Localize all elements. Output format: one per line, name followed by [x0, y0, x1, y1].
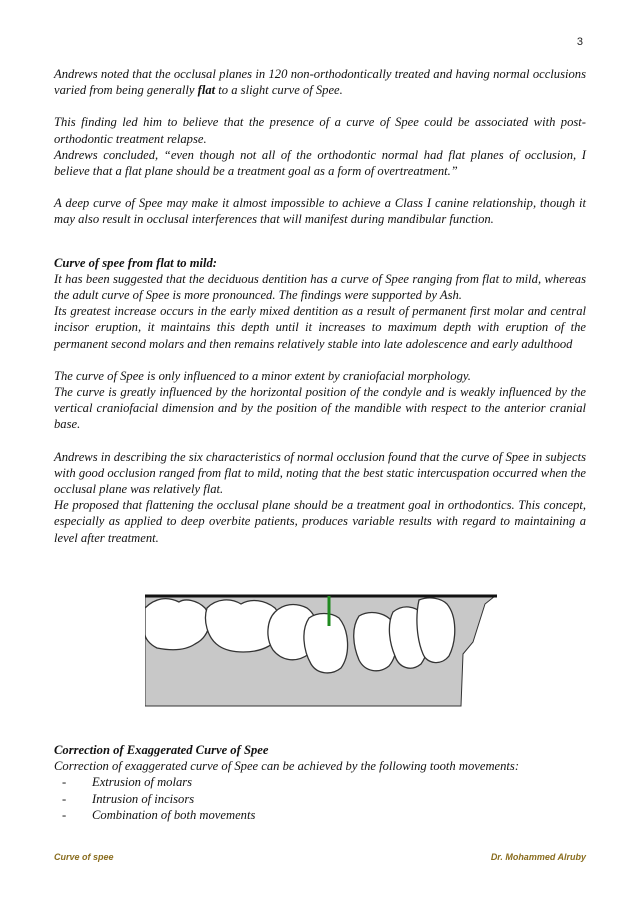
paragraph-correction-intro: Correction of exaggerated curve of Spee can be achieved by the following tooth movements: [54, 759, 520, 774]
list-dash: - [62, 775, 67, 790]
list-item [62, 774, 586, 790]
section-heading-correction: Correction of Exaggerated Curve of Spee [54, 743, 269, 757]
list-item-text: Combination of both movements [92, 807, 256, 822]
footer-title: Curve of spee [54, 852, 114, 862]
paragraph-six-characteristics: Andrews in describing the six characteristics of normal occlusion found that the curve of Spee in subjects with good occlusion ranged from flat to mild, noting that the best static intercuspation occurred when the occlusal plane was relatively flat. [54, 449, 586, 497]
paragraph-flattening-goal: He proposed that flattening the occlusal plane should be a treatment goal in orthodontics. This concept, especially as applied to deep overbite patients, produces variable results with regard to maintaining a level after treatment. [54, 498, 586, 545]
list-item [62, 807, 586, 823]
section-heading-flat-to-mild: Curve of spee from flat to mild: [54, 255, 217, 270]
paragraph-text: to a slight curve of Spee. [215, 83, 343, 98]
list-item-text: Intrusion of incisors [92, 791, 195, 806]
paragraph-text: Andrews noted that the occlusal planes in 120 non-orthodontically treated and having normal occlusions varied from being generally [54, 67, 586, 98]
page-number: 3 [576, 36, 583, 48]
list-dash: - [62, 807, 67, 822]
emphasis-flat: flat [197, 83, 216, 98]
paragraph-condyle: The curve is greatly influenced by the horizontal position of the condyle and is weakly influenced by the vertical craniofacial dimension and by the position of the mandible with respect to the anterior cranial base. [54, 385, 586, 432]
paragraph-craniofacial: The curve of Spee is only influenced to a minor extent by craniofacial morphology. [54, 368, 471, 383]
paragraph-relapse: This finding led him to believe that the presence of a curve of Spee could be associated with post-orthodontic treatment relapse. [54, 115, 586, 146]
curve-of-spee-svg [145, 594, 497, 708]
central-incisor [417, 598, 455, 663]
paragraph-deciduous: It has been suggested that the deciduous dentition has a curve of Spee ranging from flat to mild, whereas the adult curve of Spee is more pronounced. The findings were supported by Ash. [54, 271, 586, 303]
tooth-movement-list [54, 774, 586, 823]
footer-author: Dr. Mohammed Alruby [490, 852, 586, 862]
list-item-text: Extrusion of molars [92, 775, 193, 790]
paragraph-andrews-conclusion: Andrews concluded, “even though not all of the orthodontic normal had flat planes of occlusion, I believe that a flat plane should be a treatment goal as a form of overtreatment.” [54, 147, 586, 179]
curve-of-spee-diagram [145, 594, 497, 708]
paragraph-greatest-increase: Its greatest increase occurs in the early mixed dentition as a result of permanent first molar and central incisor eruption, it maintains this depth until it increases to maximum depth with eruption of the permanent second molars and then remains relatively stable into late adolescence and early adulthood [54, 304, 586, 351]
list-dash: - [62, 791, 67, 806]
correction-section [54, 742, 586, 823]
paragraph-andrews-observation [54, 66, 586, 98]
first-premolar [304, 614, 348, 673]
main-text [54, 66, 586, 546]
paragraph-deep-curve: A deep curve of Spee may make it almost impossible to achieve a Class I canine relationship, though it may also result in occlusal interferences that will manifest during mandibular function. [54, 196, 586, 227]
list-item [62, 791, 586, 807]
